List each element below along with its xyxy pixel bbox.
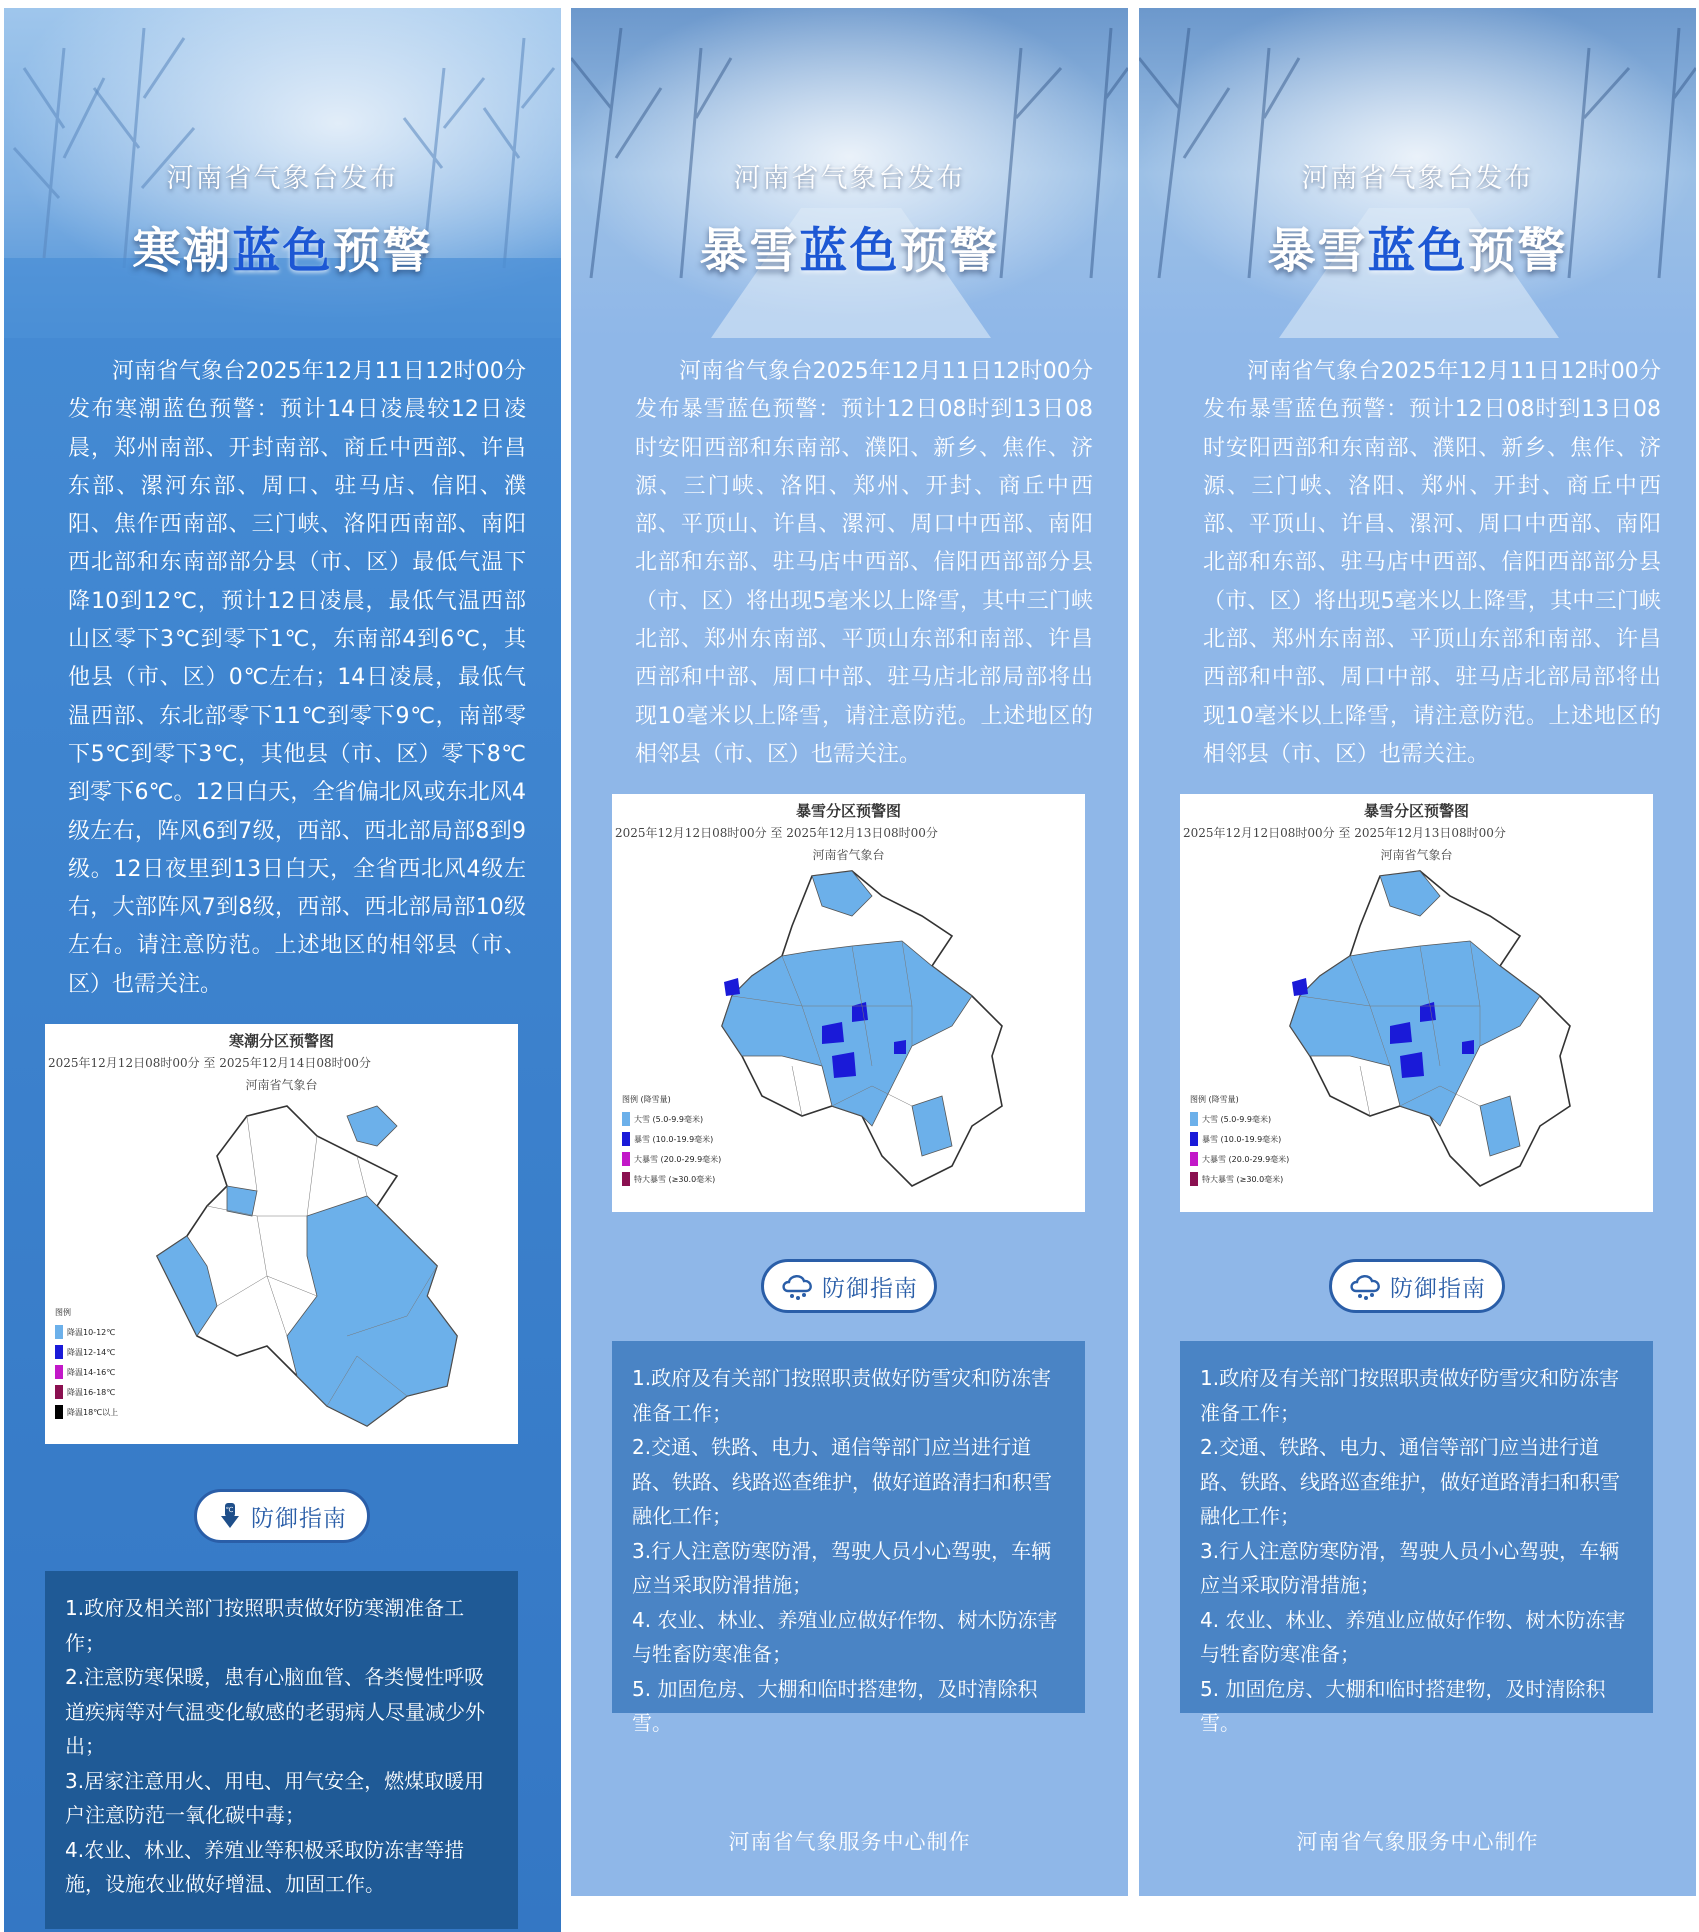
legend-item: 暴雪 (10.0-19.9毫米) xyxy=(622,1129,721,1149)
legend-item: 大暴雪 (20.0-29.9毫米) xyxy=(1190,1149,1289,1169)
blizzard-warning-panel xyxy=(571,8,1128,1896)
warning-body: 河南省气象台2025年12月11日12时00分发布暴雪蓝色预警：预计12日08时到13日08时安阳西部和东南部、濮阳、新乡、焦作、济源、三门峡、洛阳、郑州、开封、商丘中西部、平顶山、许昌、漯河、周口中西部、南阳北部和东部、驻马店中西部、信阳西部部分县（市、区）将出现5毫米以上降雪，其中三门峡北部、郑州东南部、平顶山东部和南部、许昌西部和中部、周口中部、驻马店北部局部将出现10毫米以上降雪，请注意防范。上述地区的相邻县（市、区）也需关注。 xyxy=(1203,359,1661,767)
map-org: 河南省气象台 xyxy=(1380,848,1453,862)
guide-item: 3.行人注意防寒防滑，驾驶人员小心驾驶，车辆应当采取防滑措施； xyxy=(632,1538,1052,1597)
warning-map xyxy=(45,1024,518,1444)
warning-map xyxy=(1180,794,1653,1212)
thermometer-down-icon xyxy=(217,1501,243,1531)
title-type: 寒潮 xyxy=(132,223,233,279)
legend-swatch xyxy=(55,1385,63,1399)
issuer-text: 河南省气象台发布 xyxy=(733,163,966,194)
defense-guide-list xyxy=(1180,1341,1653,1735)
blizzard-warning-panel xyxy=(1139,8,1696,1896)
legend-swatch xyxy=(55,1325,63,1339)
legend-item: 降温18℃以上 xyxy=(55,1402,118,1422)
warning-title xyxy=(4,212,561,281)
map-date: 2025年12月12日08时00分 至 2025年12月13日08时00分 xyxy=(1183,826,1506,840)
legend-swatch xyxy=(1190,1112,1198,1126)
snow-cloud-icon xyxy=(1348,1271,1382,1301)
map-org: 河南省气象台 xyxy=(812,848,885,862)
defense-guide-list xyxy=(612,1341,1085,1735)
guide-item: 3.行人注意防寒防滑，驾驶人员小心驾驶，车辆应当采取防滑措施； xyxy=(1200,1538,1620,1597)
legend-swatch xyxy=(622,1172,630,1186)
legend-title: 图例 (降雪量) xyxy=(1190,1095,1239,1104)
defense-guide-button[interactable] xyxy=(194,1489,370,1543)
legend-swatch xyxy=(55,1345,63,1359)
producer-footer: 河南省气象服务中心制作 xyxy=(728,1830,971,1854)
defense-guide-label: 防御指南 xyxy=(251,1505,347,1532)
guide-item: 4. 农业、林业、养殖业应做好作物、树木防冻害与牲畜防寒准备； xyxy=(1200,1607,1626,1666)
title-suffix: 预警 xyxy=(899,223,1000,279)
producer-footer: 河南省气象服务中心制作 xyxy=(1296,1830,1539,1854)
legend-swatch xyxy=(1190,1132,1198,1146)
defense-guide-button[interactable] xyxy=(761,1259,937,1313)
title-type: 暴雪 xyxy=(1267,223,1368,279)
defense-guide-label: 防御指南 xyxy=(1390,1275,1486,1302)
warning-title xyxy=(1139,212,1696,281)
map-date: 2025年12月12日08时00分 至 2025年12月13日08时00分 xyxy=(615,826,938,840)
issuer-text: 河南省气象台发布 xyxy=(1301,163,1534,194)
title-suffix: 预警 xyxy=(1467,223,1568,279)
legend-swatch xyxy=(622,1112,630,1126)
map-title: 暴雪分区预警图 xyxy=(1363,802,1469,820)
legend-item: 特大暴雪 (≥30.0毫米) xyxy=(1190,1169,1289,1189)
legend-swatch xyxy=(1190,1152,1198,1166)
guide-item: 1.政府及有关部门按照职责做好防雪灾和防冻害准备工作； xyxy=(632,1366,1052,1425)
title-level: 蓝色 xyxy=(799,223,900,279)
guide-item: 5. 加固危房、大棚和临时搭建物，及时清除积雪。 xyxy=(1200,1676,1606,1735)
title-suffix: 预警 xyxy=(332,223,433,279)
map-legend xyxy=(622,1094,721,1189)
map-title: 寒潮分区预警图 xyxy=(228,1032,334,1050)
guide-item: 3.居家注意用火、用电、用气安全，燃煤取暖用户注意防范一氧化碳中毒； xyxy=(65,1768,485,1827)
legend-item: 大雪 (5.0-9.9毫米) xyxy=(622,1109,721,1129)
legend-swatch xyxy=(622,1152,630,1166)
issuer-text: 河南省气象台发布 xyxy=(166,163,399,194)
guide-item: 4.农业、林业、养殖业等积极采取防冻害等措施，设施农业做好增温、加固工作。 xyxy=(65,1837,465,1896)
warning-body: 河南省气象台2025年12月11日12时00分发布暴雪蓝色预警：预计12日08时到13日08时安阳西部和东南部、濮阳、新乡、焦作、济源、三门峡、洛阳、郑州、开封、商丘中西部、平顶山、许昌、漯河、周口中西部、南阳北部和东部、驻马店中西部、信阳西部部分县（市、区）将出现5毫米以上降雪，其中三门峡北部、郑州东南部、平顶山东部和南部、许昌西部和中部、周口中部、驻马店北部局部将出现10毫米以上降雪，请注意防范。上述地区的相邻县（市、区）也需关注。 xyxy=(635,359,1093,767)
hero-banner xyxy=(4,8,561,338)
guide-item: 4. 农业、林业、养殖业应做好作物、树木防冻害与牲畜防寒准备； xyxy=(632,1607,1058,1666)
legend-item: 降温14-16℃ xyxy=(55,1362,118,1382)
legend-swatch xyxy=(622,1132,630,1146)
title-level: 蓝色 xyxy=(1367,223,1468,279)
legend-title: 图例 (降雪量) xyxy=(622,1095,671,1104)
legend-item: 降温10-12℃ xyxy=(55,1322,118,1342)
legend-item: 降温16-18℃ xyxy=(55,1382,118,1402)
warning-map xyxy=(612,794,1085,1212)
map-title: 暴雪分区预警图 xyxy=(795,802,901,820)
map-org: 河南省气象台 xyxy=(245,1078,318,1092)
defense-guide-label: 防御指南 xyxy=(822,1275,918,1302)
map-legend xyxy=(55,1307,118,1422)
legend-item: 大暴雪 (20.0-29.9毫米) xyxy=(622,1149,721,1169)
defense-guide-list xyxy=(45,1571,518,1929)
legend-item: 暴雪 (10.0-19.9毫米) xyxy=(1190,1129,1289,1149)
guide-item: 2.注意防寒保暖，患有心脑血管、各类慢性呼吸道疾病等对气温变化敏感的老弱病人尽量减少外出； xyxy=(65,1665,485,1758)
cold-wave-warning-panel xyxy=(4,8,561,1932)
guide-item: 2.交通、铁路、电力、通信等部门应当进行道路、铁路、线路巡查维护，做好道路清扫和积雪融化工作； xyxy=(1200,1435,1620,1528)
guide-item: 1.政府及相关部门按照职责做好防寒潮准备工作； xyxy=(65,1596,465,1655)
legend-item: 大雪 (5.0-9.9毫米) xyxy=(1190,1109,1289,1129)
guide-item: 1.政府及有关部门按照职责做好防雪灾和防冻害准备工作； xyxy=(1200,1366,1620,1425)
title-level: 蓝色 xyxy=(232,223,333,279)
legend-title: 图例 xyxy=(55,1308,71,1317)
legend-swatch xyxy=(55,1405,63,1419)
svg-text:℃: ℃ xyxy=(225,1506,235,1514)
warning-body: 河南省气象台2025年12月11日12时00分发布寒潮蓝色预警：预计14日凌晨较12日凌晨，郑州南部、开封南部、商丘中西部、许昌东部、漯河东部、周口、驻马店、信阳、濮阳、焦作西南部、三门峡、洛阳西南部、南阳西北部和东南部部分县（市、区）最低气温下降10到12℃，预计12日凌晨，最低气温西部山区零下3℃到零下1℃，东南部4到6℃，其他县（市、区）0℃左右；14日凌晨，最低气温西部、东北部零下11℃到零下9℃，南部零下5℃到零下3℃，其他县（市、区）零下8℃到零下6℃。12日白天，全省偏北风或东北风4级左右，阵风6到7级，西部、西北部局部8到9级。12日夜里到13日白天，全省西北风4级左右，大部阵风7到8级，西部、西北部局部10级左右。请注意防范。上述地区的相邻县（市、区）也需关注。 xyxy=(68,359,526,997)
legend-swatch xyxy=(1190,1172,1198,1186)
legend-swatch xyxy=(55,1365,63,1379)
guide-item: 2.交通、铁路、电力、通信等部门应当进行道路、铁路、线路巡查维护，做好道路清扫和积雪融化工作； xyxy=(632,1435,1052,1528)
title-type: 暴雪 xyxy=(699,223,800,279)
legend-item: 特大暴雪 (≥30.0毫米) xyxy=(622,1169,721,1189)
snow-cloud-icon xyxy=(780,1271,814,1301)
hero-banner xyxy=(1139,8,1696,338)
warning-title xyxy=(571,212,1128,281)
legend-item: 降温12-14℃ xyxy=(55,1342,118,1362)
hero-banner xyxy=(571,8,1128,338)
map-legend xyxy=(1190,1094,1289,1189)
map-date: 2025年12月12日08时00分 至 2025年12月14日08时00分 xyxy=(48,1056,371,1070)
defense-guide-button[interactable] xyxy=(1329,1259,1505,1313)
guide-item: 5. 加固危房、大棚和临时搭建物，及时清除积雪。 xyxy=(632,1676,1038,1735)
